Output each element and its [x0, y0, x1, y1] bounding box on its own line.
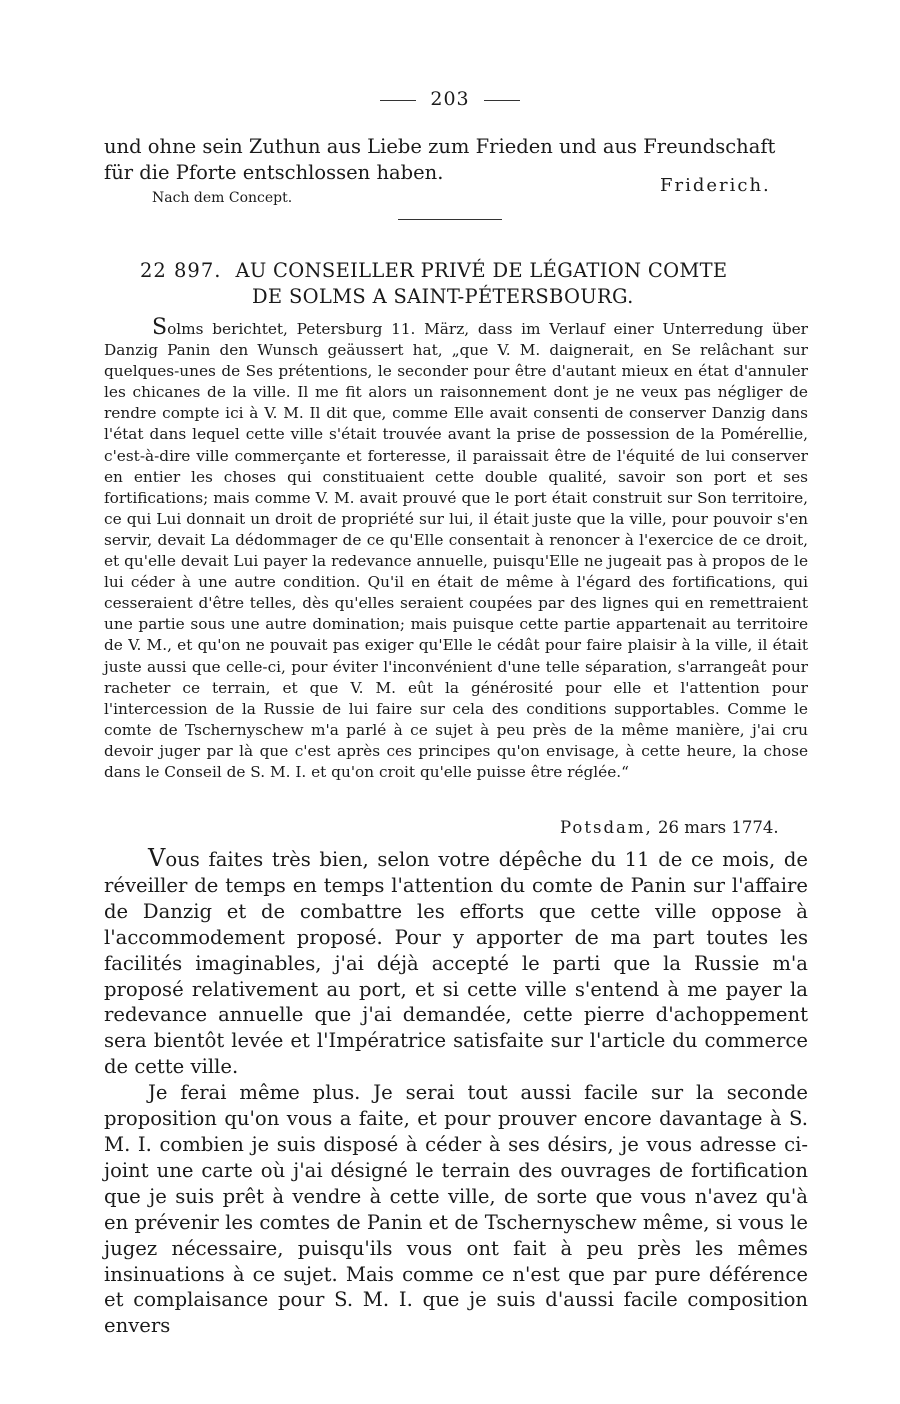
summary-text: olms berichtet, Petersburg 11. März, dass im Verlauf einer Unterredung über Danzig Panin den Wunsch geäussert hat, „que V. M. daignerait, en Se relâchant sur quelques-unes de Ses prétentions, le seconder pour être d'autant mieux en état d'annuler les chicanes de la ville. Il me fit alors un raisonnement dont je ne veux pas négliger de rendre compte ici à V. M. Il dit que, comme Elle avait consenti de conserver Danzig dans l'état dans lequel cette ville s'était trouvée avant la prise de possession de la Pomérellie, c'est-à-dire ville commerçante et forteresse, il paraissait être de l'équité de lui conserver en entier les choses qui constituaient cette double qualité, savoir son port et ses fortifications; mais comme V. M. avait prouvé que le port était construit sur Son territoire, ce qui Lui donnait un droit de propriété sur lui, il était juste que la ville, pour pouvoir s'en servir, devait La dédommager de ce qu'Elle consentait à renoncer à l'exercice de ce droit, et qu'elle devait Lui payer la redevance annuelle, puisqu'Elle ne jugeait pas à propos de le lui céder à une autre condition. Qu'il en était de même à l'égard des fortifications, qui cesseraient d'être telles, dès qu'elles seraient coupées par des lignes qui en remettraient une partie sous une autre domination; mais puisque cette partie appartenait au territoire de V. M., et qu'on ne pouvait pas exiger qu'Elle le cédât pour faire plaisir à la ville, il était juste aussi que celle-ci, pour éviter l'inconvénient d'une telle séparation, s'arrangeât pour racheter ce terrain, et que V. M. eût la générosité pour elle et l'attention pour l'intercession de la Russie de lui faire sur cela des conditions supportables. Comme le comte de Tschernyschew m'a parlé à ce sujet à peu près de la même manière, j'ai cru devoir juger par là que c'est après ces principes qu'on envisage, à cette heure, la chose dans le Conseil de S. M. I. et qu'on croit qu'elle puisse être réglée.“: [104, 320, 808, 781]
place-date: [560, 818, 779, 837]
report-summary: [104, 317, 808, 783]
body-paragraph-1-text: ous faites très bien, selon votre dépêche du 11 de ce mois, de réveiller de temps en temps l'attention du comte de Panin sur l'affaire de Danzig et de combattre les efforts que cette ville oppose à l'accommodement proposé. Pour y apporter de ma part toutes les facilités imaginables, j'ai déjà accepté le parti que la Russie m'a proposé relativement au port, et si cette ville s'entend à me payer la redevance annuelle que j'ai demandée, cette pierre d'achoppement sera bientôt levée et l'Impératrice satisfaite sur l'article du commerce de cette ville.: [104, 848, 808, 1079]
body-initial: V: [148, 844, 166, 872]
summary-initial: S: [152, 315, 168, 340]
signature: Friderich.: [660, 175, 771, 196]
body-paragraph-2: Je ferai même plus. Je serai tout aussi facile sur la seconde proposition qu'on vous a faite, et pour prouver encore davantage à S. M. I. combien je suis disposé à céder à ses désirs, je vous adresse ci-joint une carte où j'ai désigné le terrain des ouvrages de fortification que je suis prêt à vendre à cette ville, de sorte que vous n'avez qu'à en prévenir les comtes de Panin et de Tschernyschew même, si vous le jugez nécessaire, puisqu'ils vous ont fait à peu près les mêmes insinuations à ce sujet. Mais comme ce n'est que par pure déférence et complaisance pour S. M. I. que je suis d'aussi facile composition envers: [104, 1081, 808, 1338]
page-number-value: 203: [430, 88, 470, 110]
place: Potsdam,: [560, 818, 653, 837]
page-number-dash-right: [484, 100, 520, 101]
heading-line-2: DE SOLMS A SAINT-PÉTERSBOURG.: [252, 285, 634, 308]
source-note: Nach dem Concept.: [152, 190, 293, 206]
intro-line-1: und ohne sein Zuthun aus Liebe zum Frieden und aus Freundschaft: [104, 135, 776, 158]
letter-body: [104, 846, 808, 1339]
body-paragraph-1: [104, 846, 808, 1080]
page-number-dash-left: [380, 100, 416, 101]
letter-heading: [140, 258, 780, 310]
page-number: [0, 88, 900, 110]
summary-paragraph: [104, 317, 808, 783]
intro-line-2: für die Pforte entschlossen haben.: [104, 161, 444, 184]
heading-line-1: AU CONSEILLER PRIVÉ DE LÉGATION COMTE: [235, 259, 728, 282]
letter-number: 22 897.: [140, 259, 222, 282]
section-divider: [398, 219, 502, 220]
date: 26 mars 1774.: [658, 818, 779, 837]
